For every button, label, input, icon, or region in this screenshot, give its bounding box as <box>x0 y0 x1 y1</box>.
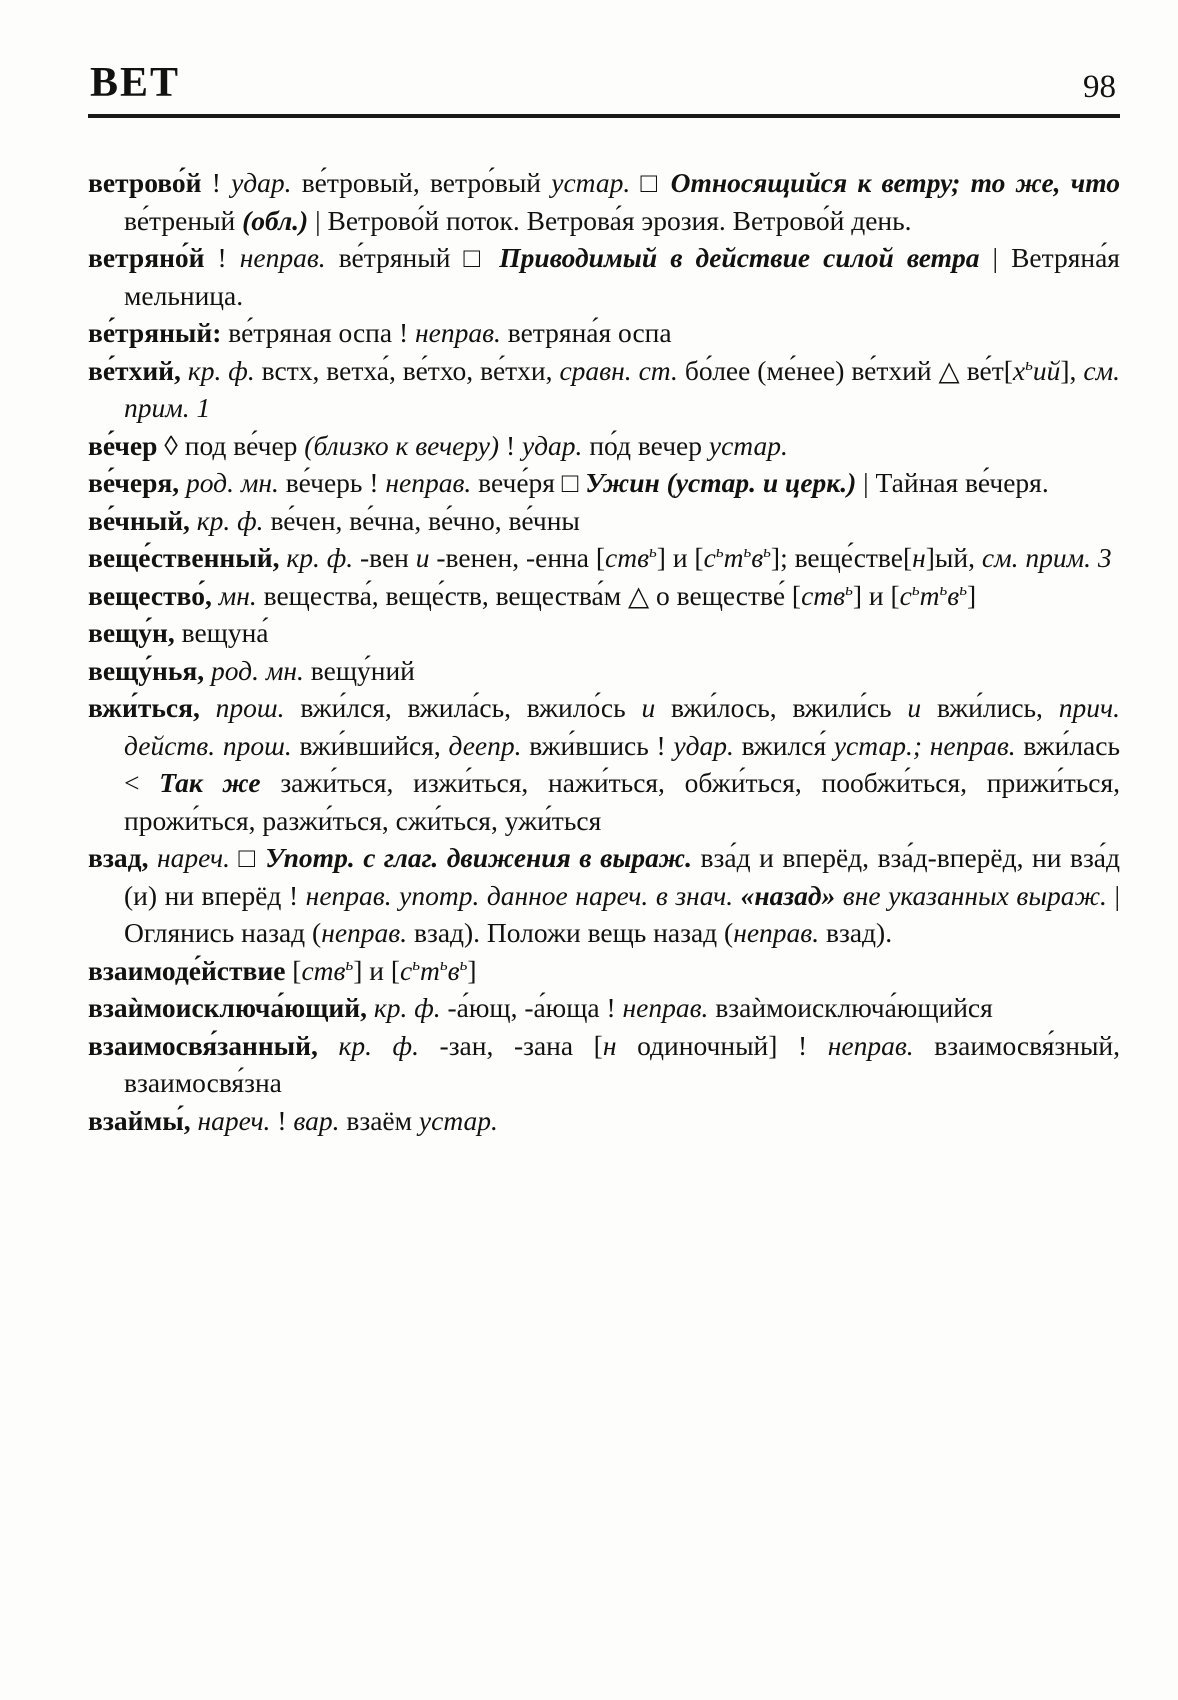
entry-segment: | Ветрово́й поток. Ветрова́я эрозия. Ветрово́й день. <box>308 204 912 236</box>
dictionary-entry <box>88 164 1120 239</box>
entry-segment: | Ветряна́я мельница. <box>124 242 1120 311</box>
entry-segment: ий <box>1032 354 1061 386</box>
entry-segment: неправ. <box>827 1029 914 1061</box>
entry-segment: деепр. <box>448 729 522 761</box>
entry-segment: прош. <box>215 692 285 723</box>
entry-segment <box>190 505 197 536</box>
entry-segment: ь <box>1025 354 1033 374</box>
entry-segment: ! <box>499 429 523 461</box>
entry-segment: ]; веще́стве[ <box>770 542 913 573</box>
entry-segment: ] <box>966 579 977 611</box>
entry-segment: зажи́ться, изжи́ться, нажи́ться, обжи́ться, пообжи́ться, прижи́ться, прожи́ться, разжи́ться, сжи́ться, ужи́ться <box>124 767 1120 836</box>
entry-segment: вжи́лся, вжила́сь, вжило́сь <box>284 692 642 723</box>
entry-segment: т <box>919 579 940 611</box>
entry-segment: Относящийся к ветру; то же, что <box>670 167 1120 198</box>
entry-segment: ве́тряная оспа ! <box>221 317 415 348</box>
entry-segment: вжи́лась < <box>124 729 1120 798</box>
entry-segment: [ <box>285 954 302 986</box>
entry-segment: т <box>420 954 440 986</box>
entry-segment: в <box>447 954 460 986</box>
entry-segment: х <box>1012 354 1026 386</box>
entry-segment: неправ. <box>239 242 326 273</box>
entry-segment: ве́чный, <box>88 504 190 536</box>
entry-segment: устар. <box>551 167 631 198</box>
entry-segment: ь <box>412 954 421 974</box>
entry-segment: в <box>947 579 960 611</box>
entry-segment: устар.; неправ. <box>833 729 1016 761</box>
dictionary-entry <box>88 1102 1120 1140</box>
dictionary-entry <box>88 539 1120 577</box>
entry-segment: ветрово́й <box>88 167 202 198</box>
entry-segment: ств <box>605 542 650 573</box>
entry-segment: взаѝмоисключа́ющий, <box>88 992 367 1023</box>
entry-segment: см. прим. 3 <box>981 542 1112 573</box>
entry-segment: кр. ф. <box>338 1029 419 1061</box>
entry-segment <box>318 1030 339 1061</box>
page-number: 98 <box>1083 69 1116 105</box>
entry-segment: взаймы́, <box>88 1104 191 1136</box>
entry-segment: вжи́ться, <box>88 692 200 723</box>
entry-segment: и <box>415 542 430 573</box>
entry-segment: ве́черь ! <box>278 467 386 498</box>
header-rule <box>88 114 1120 118</box>
entry-segment: устар. <box>418 1104 498 1136</box>
entry-segment: взад). Положи вещь назад ( <box>407 917 734 948</box>
entry-segment: мн. <box>218 579 257 611</box>
entry-segment <box>148 842 157 873</box>
entry-segment: вжи́вшись ! <box>521 729 674 761</box>
entry-segment <box>367 992 374 1023</box>
entry-segment: вжи́лось, вжили́сь <box>655 692 908 723</box>
entry-segment: ве́тхий, <box>88 354 181 386</box>
entry-segment: род. мн. <box>211 654 304 686</box>
entry-segment: одиночный] ! <box>616 1029 828 1061</box>
entry-segment <box>200 692 216 723</box>
entry-segment: Ужин (устар. и церк.) <box>585 467 857 498</box>
entry-segment: устар. <box>708 429 788 461</box>
entry-segment: нареч. <box>197 1104 271 1136</box>
entry-segment: прич. действ. прош. <box>124 692 1120 761</box>
entry-segment: вещу́н, <box>88 617 175 648</box>
entry-segment: встх, ветха́, ве́тхо, ве́тхи, <box>254 354 560 386</box>
entry-segment: бо́лее (ме́нее) ве́тхий △ ве́т[ <box>677 354 1013 386</box>
dictionary-entry <box>88 502 1120 540</box>
entry-segment: ве́чен, ве́чна, ве́чно, ве́чны <box>263 504 580 536</box>
entry-segment: ве́чер <box>88 429 158 461</box>
entry-segment: ве́черя, <box>88 467 180 498</box>
entry-segment: вжи́вшийся, <box>291 729 449 761</box>
entry-segment: вне указанных выраж. <box>835 879 1107 911</box>
dictionary-entry <box>88 652 1120 690</box>
entry-segment: взаимосвя́зный, взаимосвя́зна <box>124 1029 1121 1098</box>
entry-segment: Употр. с глаг. движения в выраж. <box>265 842 692 873</box>
entry-segment <box>179 467 186 498</box>
entry-segment: ь <box>715 541 724 561</box>
entry-segment: вещества́, веще́ств, вещества́м △ о веществе́ [ <box>256 579 802 611</box>
entry-segment: и <box>641 692 656 723</box>
entry-segment: удар. <box>522 429 583 461</box>
entry-segment: ве́тровый, ветро́вый <box>291 167 552 198</box>
entry-segment: н <box>602 1029 617 1061</box>
entry-segment: сравн. ст. <box>559 354 678 386</box>
entry-segment: ]ый, <box>925 542 982 573</box>
entry-segment: | Тайная ве́черя. <box>856 467 1049 498</box>
entries <box>88 164 1120 1139</box>
entry-segment: «назад» <box>740 879 836 911</box>
entry-segment: ств <box>301 954 346 986</box>
entry-segment: по́д вечер <box>582 429 709 461</box>
entry-segment: кр. ф. <box>286 542 354 573</box>
entry-segment: -венен, -енна [ <box>429 542 606 573</box>
entry-segment: вжи́лись, <box>921 692 1059 723</box>
dictionary-entry <box>88 239 1120 314</box>
entry-segment: ь <box>911 579 920 599</box>
dictionary-entry <box>88 839 1120 952</box>
entry-segment: ! <box>201 167 232 198</box>
entry-segment: взад). <box>819 917 893 948</box>
entry-segment: в <box>751 542 764 573</box>
dictionary-entry <box>88 427 1120 465</box>
dictionary-entry <box>88 1027 1120 1102</box>
entry-segment: □ <box>229 842 266 873</box>
entry-segment: вещу́ний <box>303 654 415 686</box>
entry-segment: см. прим. 1 <box>124 354 1121 423</box>
entry-segment: Приводимый в действие силой ветра <box>499 242 980 273</box>
entry-segment: ] и [ <box>852 579 900 611</box>
entry-segment: ] и [ <box>656 542 704 573</box>
entry-segment: вжился́ <box>733 729 834 761</box>
entry-segment: ] и [ <box>353 954 401 986</box>
entry-segment: неправ. <box>321 917 408 948</box>
dictionary-entry <box>88 989 1120 1027</box>
dictionary-entry <box>88 614 1120 652</box>
entry-segment: ь <box>763 541 771 561</box>
entry-segment: ], <box>1060 354 1084 386</box>
entry-segment: ств <box>801 579 846 611</box>
entry-segment: ь <box>939 579 948 599</box>
entry-segment: ве́тряный □ <box>325 242 500 273</box>
entry-segment: ь <box>743 541 752 561</box>
entry-segment: неправ. употр. данное нареч. в знач. <box>305 879 741 911</box>
entry-segment: ь <box>845 579 853 599</box>
entry-segment: -вен <box>353 542 416 573</box>
entry-segment: ветряна́я оспа <box>500 317 672 348</box>
entry-segment: ь <box>345 954 354 974</box>
entry-segment: неправ. <box>622 992 709 1023</box>
entry-segment: ] <box>467 954 477 986</box>
entry-segment: т <box>723 542 744 573</box>
entry-segment <box>212 580 219 611</box>
entry-segment: вза́д и вперёд, вза́д-вперёд, ни вза́д (и) ни вперёд ! <box>124 842 1121 911</box>
entry-segment: ве́тряный: <box>88 317 222 348</box>
entry-segment: вече́ря □ <box>471 467 586 498</box>
entry-segment: взаимоде́йствие <box>88 954 286 986</box>
entry-segment: кр. ф. <box>187 354 255 386</box>
entry-segment: вещу́нья, <box>88 654 205 686</box>
entry-segment: веще́ственный, <box>88 542 280 573</box>
entry-segment: удар. <box>231 167 292 198</box>
entry-segment: ветряно́й <box>88 242 205 273</box>
entry-segment: вещуна́ <box>174 617 269 648</box>
entry-segment: ◊ под ве́чер <box>157 429 305 461</box>
entry-segment: с <box>703 542 716 573</box>
entry-segment: кр. ф. <box>373 992 441 1023</box>
dictionary-entry <box>88 352 1120 427</box>
entry-segment: | Оглянись назад ( <box>124 879 1120 948</box>
entry-segment: взад, <box>88 842 149 873</box>
entry-segment: неправ. <box>414 317 501 348</box>
entry-segment: -а́ющ, -а́юща ! <box>440 992 623 1023</box>
dictionary-entry <box>88 577 1120 615</box>
entry-segment: взаѝмоисключа́ющийся <box>708 992 993 1023</box>
dictionary-entry <box>88 952 1120 990</box>
entry-segment: ве́треный <box>124 204 243 236</box>
entry-segment: кр. ф. <box>196 504 264 536</box>
entry-segment: с <box>899 579 912 611</box>
entry-segment: с <box>400 954 413 986</box>
entry-segment: неправ. <box>385 467 472 498</box>
entry-segment: взаимосвя́занный, <box>88 1029 318 1061</box>
entry-segment: взаём <box>339 1104 419 1136</box>
entry-segment: нареч. <box>156 842 230 873</box>
entry-segment: ь <box>649 541 657 561</box>
dictionary-entry <box>88 314 1120 352</box>
entry-segment: ! <box>270 1104 294 1136</box>
dictionary-entry <box>88 689 1120 839</box>
dictionary-entry <box>88 464 1120 502</box>
entry-segment: ь <box>439 954 448 974</box>
entry-segment: □ <box>630 167 671 198</box>
entry-segment: вар. <box>293 1104 340 1136</box>
entry-segment: (обл.) <box>242 204 309 236</box>
entry-segment: и <box>907 692 922 723</box>
entry-segment: -зан, -зана [ <box>418 1029 603 1061</box>
entry-segment: удар. <box>673 729 734 761</box>
entry-segment: ь <box>959 579 967 599</box>
entry-segment: (близко к вечеру) <box>304 429 500 461</box>
entry-segment: н <box>912 542 926 573</box>
entry-segment: ь <box>459 954 468 974</box>
running-head: ВЕТ <box>90 60 181 106</box>
entry-segment: род. мн. <box>186 467 279 498</box>
entry-segment: неправ. <box>733 917 820 948</box>
page-header <box>88 62 1120 114</box>
entry-segment <box>181 355 188 386</box>
entry-segment: ! <box>204 242 240 273</box>
entry-segment: вещество́, <box>88 579 212 611</box>
entry-segment: Так же <box>159 767 261 798</box>
